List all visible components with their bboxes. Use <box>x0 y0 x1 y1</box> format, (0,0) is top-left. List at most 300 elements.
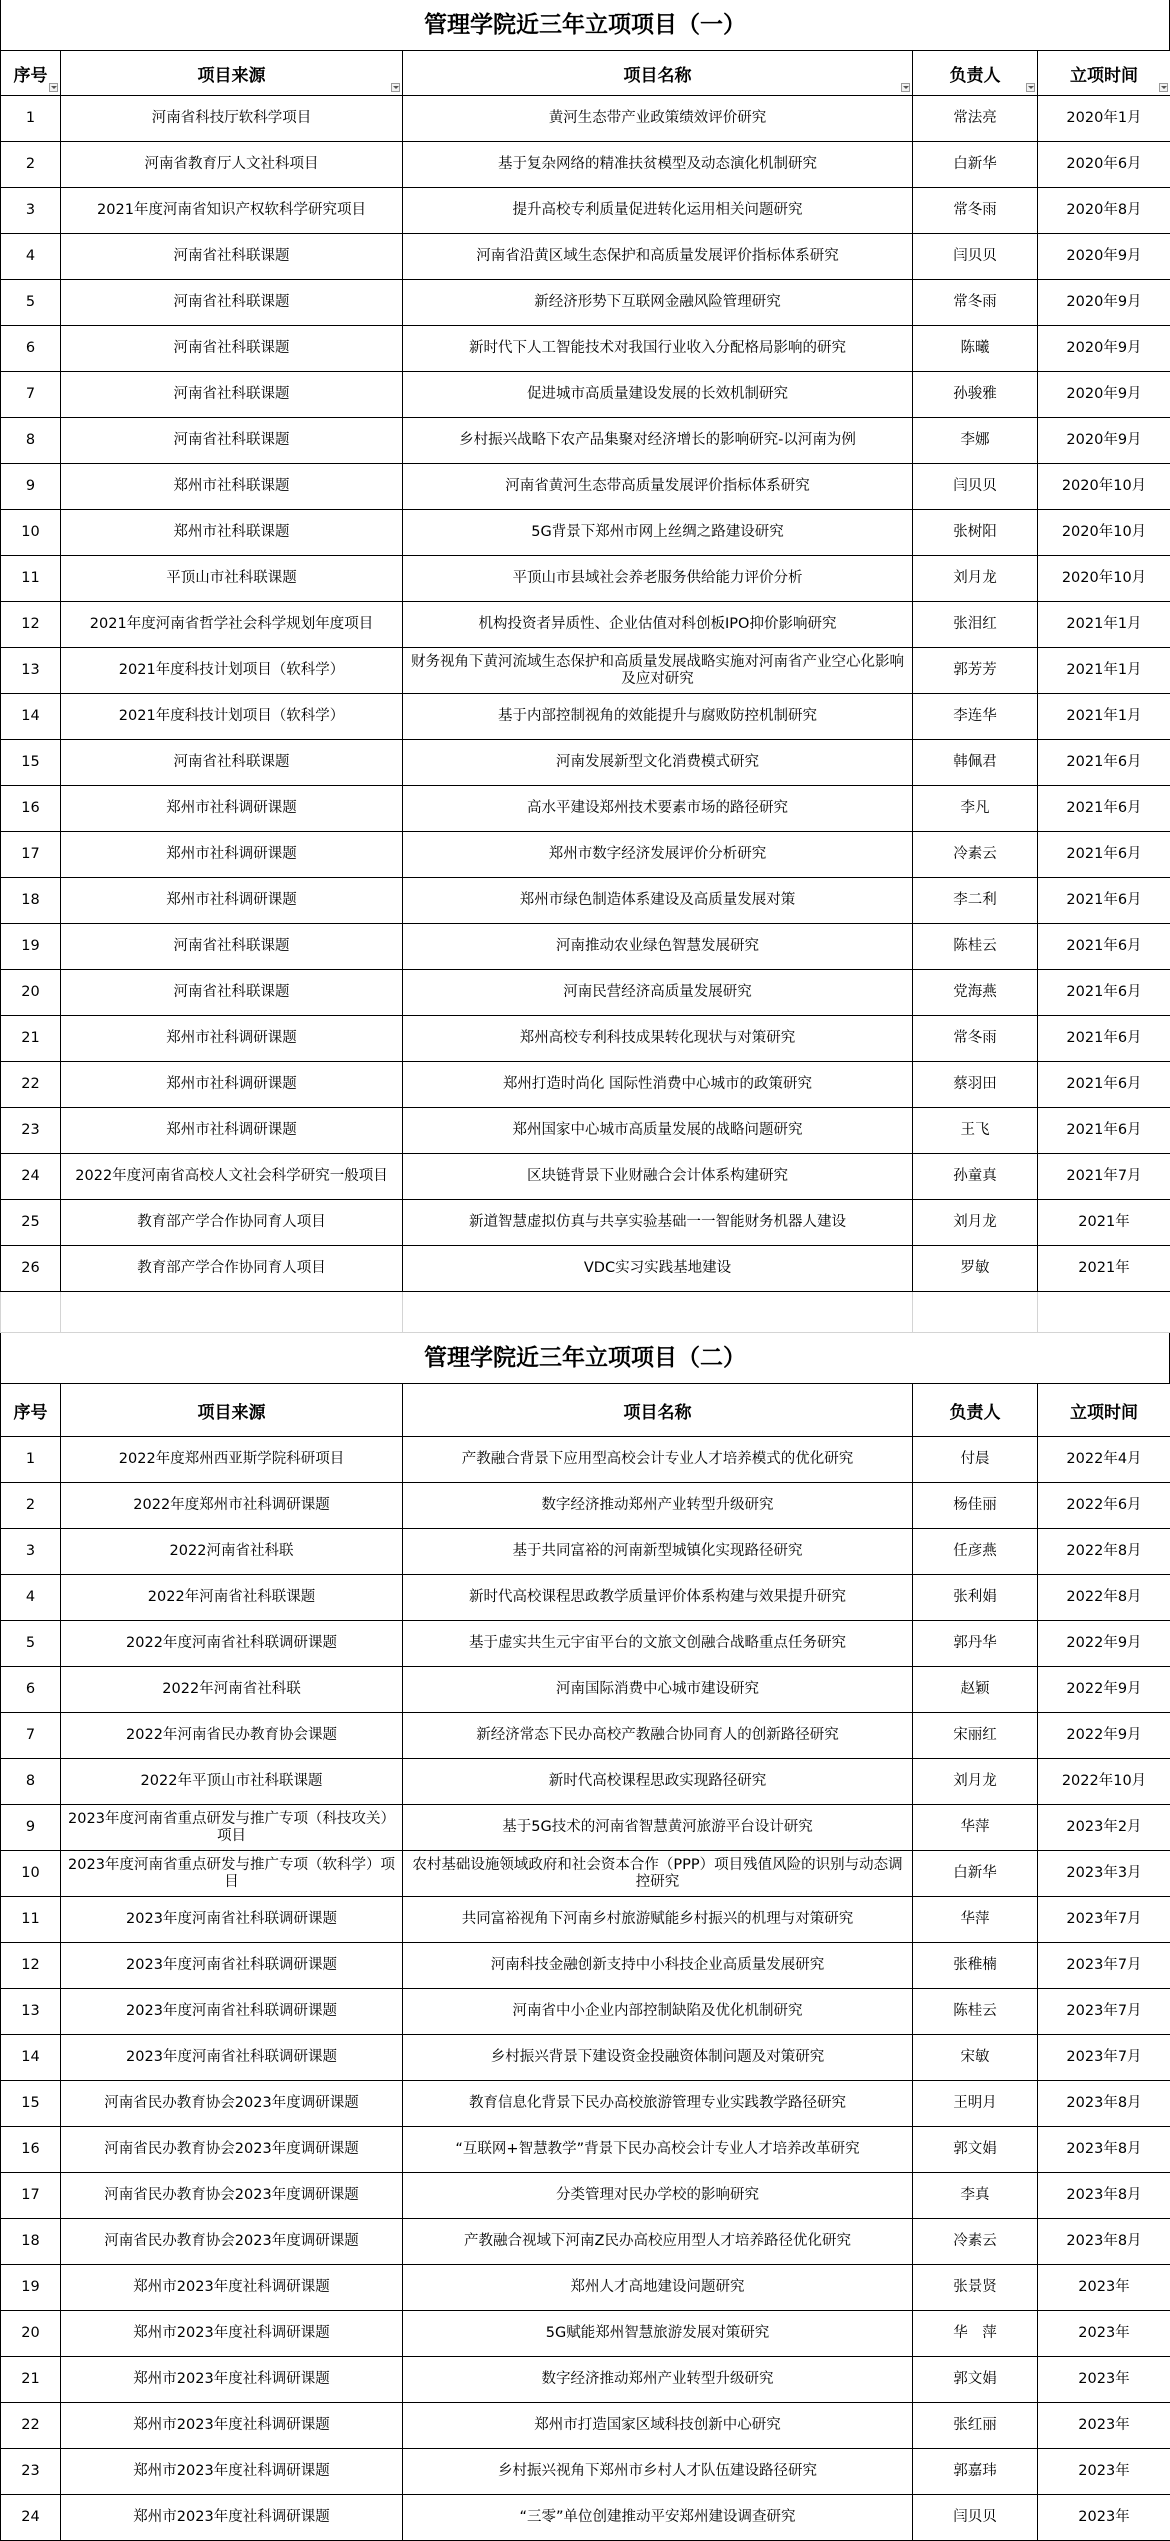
cell-date[interactable]: 2021年6月 <box>1038 1016 1170 1062</box>
table-row <box>1 1667 1170 1713</box>
cell-index[interactable]: 5 <box>1 1621 61 1667</box>
col-header-index: 序号 <box>1 1384 61 1437</box>
table-row <box>1 740 1170 786</box>
filter-dropdown-icon[interactable] <box>391 83 400 92</box>
cell-source[interactable]: 郑州市社科调研课题 <box>61 878 403 924</box>
empty-cell[interactable] <box>913 1292 1038 1333</box>
cell-date[interactable]: 2023年 <box>1038 2449 1170 2495</box>
cell-index[interactable]: 17 <box>1 2173 61 2219</box>
cell-index[interactable]: 3 <box>1 188 61 234</box>
cell-index[interactable]: 15 <box>1 740 61 786</box>
cell-index[interactable]: 17 <box>1 832 61 878</box>
cell-date[interactable]: 2021年7月 <box>1038 1154 1170 1200</box>
cell-source[interactable]: 2022年度郑州西亚斯学院科研项目 <box>61 1437 403 1483</box>
cell-project-name[interactable]: 河南国际消费中心城市建设研究 <box>403 1667 913 1713</box>
table-row <box>1 1759 1170 1805</box>
cell-source[interactable]: 河南省民办教育协会2023年度调研课题 <box>61 2219 403 2265</box>
cell-leader[interactable]: 华 萍 <box>913 2311 1038 2357</box>
cell-source[interactable]: 河南省社科联课题 <box>61 924 403 970</box>
cell-source[interactable]: 2022年河南省社科联课题 <box>61 1575 403 1621</box>
cell-leader[interactable]: 闫贝贝 <box>913 234 1038 280</box>
cell-source[interactable]: 平顶山市社科联课题 <box>61 556 403 602</box>
cell-index[interactable]: 7 <box>1 1713 61 1759</box>
cell-source[interactable]: 郑州市2023年度社科调研课题 <box>61 2403 403 2449</box>
cell-project-name[interactable]: 分类管理对民办学校的影响研究 <box>403 2173 913 2219</box>
cell-source[interactable]: 河南省民办教育协会2023年度调研课题 <box>61 2173 403 2219</box>
empty-cell[interactable] <box>61 1292 403 1333</box>
cell-leader[interactable]: 韩佩君 <box>913 740 1038 786</box>
cell-date[interactable]: 2021年1月 <box>1038 694 1170 740</box>
cell-date[interactable]: 2023年8月 <box>1038 2219 1170 2265</box>
cell-source[interactable]: 2023年度河南省社科联调研课题 <box>61 1897 403 1943</box>
cell-index[interactable]: 15 <box>1 2081 61 2127</box>
cell-leader[interactable]: 刘月龙 <box>913 1200 1038 1246</box>
cell-project-name[interactable]: 河南科技金融创新支持中小科技企业高质量发展研究 <box>403 1943 913 1989</box>
cell-leader[interactable]: 李凡 <box>913 786 1038 832</box>
cell-date[interactable]: 2021年6月 <box>1038 1062 1170 1108</box>
cell-date[interactable]: 2021年 <box>1038 1200 1170 1246</box>
cell-project-name[interactable]: 数字经济推动郑州产业转型升级研究 <box>403 1483 913 1529</box>
cell-leader[interactable]: 张稚楠 <box>913 1943 1038 1989</box>
cell-index[interactable]: 18 <box>1 878 61 924</box>
cell-index[interactable]: 1 <box>1 1437 61 1483</box>
cell-project-name[interactable]: 促进城市高质量建设发展的长效机制研究 <box>403 372 913 418</box>
cell-leader[interactable]: 罗敏 <box>913 1246 1038 1292</box>
table-row <box>1 1246 1170 1292</box>
cell-project-name[interactable]: 河南省黄河生态带高质量发展评价指标体系研究 <box>403 464 913 510</box>
cell-source[interactable]: 河南省社科联课题 <box>61 970 403 1016</box>
cell-date[interactable]: 2022年10月 <box>1038 1759 1170 1805</box>
cell-leader[interactable]: 宋敏 <box>913 2035 1038 2081</box>
cell-index[interactable]: 10 <box>1 1851 61 1897</box>
cell-index[interactable]: 8 <box>1 418 61 464</box>
cell-project-name[interactable]: 河南推动农业绿色智慧发展研究 <box>403 924 913 970</box>
cell-source[interactable]: 2023年度河南省重点研发与推广专项（软科学）项目 <box>61 1851 403 1897</box>
cell-index[interactable]: 19 <box>1 2265 61 2311</box>
cell-leader[interactable]: 常法亮 <box>913 96 1038 142</box>
cell-project-name[interactable]: 平顶山市县域社会养老服务供给能力评价分析 <box>403 556 913 602</box>
cell-leader[interactable]: 张景贤 <box>913 2265 1038 2311</box>
cell-date[interactable]: 2021年6月 <box>1038 1108 1170 1154</box>
cell-leader[interactable]: 李娜 <box>913 418 1038 464</box>
cell-index[interactable]: 24 <box>1 1154 61 1200</box>
cell-project-name[interactable]: 河南省沿黄区域生态保护和高质量发展评价指标体系研究 <box>403 234 913 280</box>
cell-source[interactable]: 河南省社科联课题 <box>61 280 403 326</box>
cell-source[interactable]: 郑州市2023年度社科调研课题 <box>61 2265 403 2311</box>
cell-date[interactable]: 2022年9月 <box>1038 1667 1170 1713</box>
cell-index[interactable]: 6 <box>1 1667 61 1713</box>
cell-index[interactable]: 4 <box>1 234 61 280</box>
table-row <box>1 1108 1170 1154</box>
cell-source[interactable]: 2021年度科技计划项目（软科学） <box>61 694 403 740</box>
cell-leader[interactable]: 付晨 <box>913 1437 1038 1483</box>
filter-dropdown-icon[interactable] <box>49 83 58 92</box>
cell-project-name[interactable]: 产教融合背景下应用型高校会计专业人才培养模式的优化研究 <box>403 1437 913 1483</box>
cell-index[interactable]: 24 <box>1 2495 61 2541</box>
cell-source[interactable]: 2021年度科技计划项目（软科学） <box>61 648 403 694</box>
cell-leader[interactable]: 赵颖 <box>913 1667 1038 1713</box>
cell-source[interactable]: 2023年度河南省重点研发与推广专项（科技攻关）项目 <box>61 1805 403 1851</box>
cell-index[interactable]: 2 <box>1 142 61 188</box>
cell-index[interactable]: 26 <box>1 1246 61 1292</box>
cell-index[interactable]: 16 <box>1 786 61 832</box>
cell-source[interactable]: 河南省社科联课题 <box>61 740 403 786</box>
cell-date[interactable]: 2023年 <box>1038 2403 1170 2449</box>
table-row <box>1 2265 1170 2311</box>
cell-leader[interactable]: 张泪红 <box>913 602 1038 648</box>
cell-date[interactable]: 2021年6月 <box>1038 740 1170 786</box>
cell-leader[interactable]: 郭嘉玮 <box>913 2449 1038 2495</box>
cell-project-name[interactable]: 乡村振兴背景下建设资金投融资体制问题及对策研究 <box>403 2035 913 2081</box>
cell-date[interactable]: 2020年10月 <box>1038 510 1170 556</box>
cell-source[interactable]: 郑州市社科调研课题 <box>61 832 403 878</box>
table2-body <box>1 1437 1170 2541</box>
cell-leader[interactable]: 华萍 <box>913 1897 1038 1943</box>
cell-project-name[interactable]: 产教融合视域下河南Z民办高校应用型人才培养路径优化研究 <box>403 2219 913 2265</box>
cell-date[interactable]: 2020年9月 <box>1038 234 1170 280</box>
table1 <box>0 50 1170 1333</box>
cell-source[interactable]: 2022年度河南省社科联调研课题 <box>61 1621 403 1667</box>
cell-leader[interactable]: 刘月龙 <box>913 556 1038 602</box>
col-header-leader: 负责人 <box>913 1384 1038 1437</box>
cell-project-name[interactable]: 新时代高校课程思政实现路径研究 <box>403 1759 913 1805</box>
cell-index[interactable]: 10 <box>1 510 61 556</box>
cell-index[interactable]: 21 <box>1 2357 61 2403</box>
cell-index[interactable]: 25 <box>1 1200 61 1246</box>
cell-leader[interactable]: 华萍 <box>913 1805 1038 1851</box>
cell-project-name[interactable]: 郑州国家中心城市高质量发展的战略问题研究 <box>403 1108 913 1154</box>
cell-project-name[interactable]: 乡村振兴视角下郑州市乡村人才队伍建设路径研究 <box>403 2449 913 2495</box>
cell-date[interactable]: 2020年8月 <box>1038 188 1170 234</box>
table-row <box>1 786 1170 832</box>
cell-source[interactable]: 2022年度郑州市社科调研课题 <box>61 1483 403 1529</box>
cell-index[interactable]: 11 <box>1 1897 61 1943</box>
cell-source[interactable]: 教育部产学合作协同育人项目 <box>61 1200 403 1246</box>
cell-date[interactable]: 2020年9月 <box>1038 372 1170 418</box>
cell-project-name[interactable]: 数字经济推动郑州产业转型升级研究 <box>403 2357 913 2403</box>
cell-source[interactable]: 教育部产学合作协同育人项目 <box>61 1246 403 1292</box>
cell-index[interactable]: 12 <box>1 602 61 648</box>
cell-project-name[interactable]: 5G赋能郑州智慧旅游发展对策研究 <box>403 2311 913 2357</box>
cell-leader[interactable]: 张红丽 <box>913 2403 1038 2449</box>
cell-project-name[interactable]: 提升高校专利质量促进转化运用相关问题研究 <box>403 188 913 234</box>
cell-project-name[interactable]: 新时代下人工智能技术对我国行业收入分配格局影响的研究 <box>403 326 913 372</box>
cell-project-name[interactable]: 教育信息化背景下民办高校旅游管理专业实践教学路径研究 <box>403 2081 913 2127</box>
table-row <box>1 1483 1170 1529</box>
filter-dropdown-icon[interactable] <box>901 83 910 92</box>
cell-leader[interactable]: 郭文娟 <box>913 2127 1038 2173</box>
cell-leader[interactable]: 常冬雨 <box>913 280 1038 326</box>
table-row <box>1 2081 1170 2127</box>
cell-date[interactable]: 2020年6月 <box>1038 142 1170 188</box>
table-row <box>1 694 1170 740</box>
empty-cell[interactable] <box>1038 1292 1170 1333</box>
table1-body <box>1 96 1170 1333</box>
table-row <box>1 1016 1170 1062</box>
cell-index[interactable]: 9 <box>1 464 61 510</box>
col-header-source: 项目来源 <box>61 1384 403 1437</box>
cell-index[interactable]: 6 <box>1 326 61 372</box>
cell-date[interactable]: 2020年1月 <box>1038 96 1170 142</box>
cell-project-name[interactable]: 5G背景下郑州市网上丝绸之路建设研究 <box>403 510 913 556</box>
cell-leader[interactable]: 李连华 <box>913 694 1038 740</box>
cell-index[interactable]: 1 <box>1 96 61 142</box>
cell-source[interactable]: 河南省社科联课题 <box>61 372 403 418</box>
cell-date[interactable]: 2021年1月 <box>1038 602 1170 648</box>
cell-project-name[interactable]: 河南民营经济高质量发展研究 <box>403 970 913 1016</box>
cell-source[interactable]: 河南省社科联课题 <box>61 234 403 280</box>
cell-source[interactable]: 河南省社科联课题 <box>61 418 403 464</box>
cell-project-name[interactable]: 新经济形势下互联网金融风险管理研究 <box>403 280 913 326</box>
cell-source[interactable]: 河南省民办教育协会2023年度调研课题 <box>61 2081 403 2127</box>
cell-leader[interactable]: 李二利 <box>913 878 1038 924</box>
cell-leader[interactable]: 任彦燕 <box>913 1529 1038 1575</box>
cell-index[interactable]: 7 <box>1 372 61 418</box>
cell-index[interactable]: 14 <box>1 694 61 740</box>
cell-project-name[interactable]: “互联网+智慧教学”背景下民办高校会计专业人才培养改革研究 <box>403 2127 913 2173</box>
cell-source[interactable]: 郑州市社科调研课题 <box>61 786 403 832</box>
cell-date[interactable]: 2023年8月 <box>1038 2173 1170 2219</box>
cell-leader[interactable]: 刘月龙 <box>913 1759 1038 1805</box>
cell-index[interactable]: 20 <box>1 970 61 1016</box>
table-row <box>1 96 1170 142</box>
cell-source[interactable]: 2022年平顶山市社科联课题 <box>61 1759 403 1805</box>
cell-source[interactable]: 2022河南省社科联 <box>61 1529 403 1575</box>
cell-index[interactable]: 21 <box>1 1016 61 1062</box>
col-header-index: 序号 <box>1 51 61 96</box>
cell-project-name[interactable]: 郑州市数字经济发展评价分析研究 <box>403 832 913 878</box>
cell-project-name[interactable]: 财务视角下黄河流域生态保护和高质量发展战略实施对河南省产业空心化影响及应对研究 <box>403 648 913 694</box>
table-row <box>1 648 1170 694</box>
cell-date[interactable]: 2023年 <box>1038 2311 1170 2357</box>
cell-source[interactable]: 2022年度河南省高校人文社会科学研究一般项目 <box>61 1154 403 1200</box>
cell-leader[interactable]: 闫贝贝 <box>913 2495 1038 2541</box>
cell-project-name[interactable]: 高水平建设郑州技术要素市场的路径研究 <box>403 786 913 832</box>
cell-leader[interactable]: 郭文娟 <box>913 2357 1038 2403</box>
cell-date[interactable]: 2021年 <box>1038 1246 1170 1292</box>
table-row <box>1 142 1170 188</box>
cell-project-name[interactable]: 郑州人才高地建设问题研究 <box>403 2265 913 2311</box>
cell-date[interactable]: 2020年10月 <box>1038 556 1170 602</box>
cell-project-name[interactable]: 区块链背景下业财融合会计体系构建研究 <box>403 1154 913 1200</box>
cell-leader[interactable]: 党海燕 <box>913 970 1038 1016</box>
cell-source[interactable]: 郑州市社科调研课题 <box>61 1062 403 1108</box>
cell-date[interactable]: 2023年2月 <box>1038 1805 1170 1851</box>
cell-leader[interactable]: 孙骏雅 <box>913 372 1038 418</box>
cell-project-name[interactable]: 河南省中小企业内部控制缺陷及优化机制研究 <box>403 1989 913 2035</box>
cell-leader[interactable]: 蔡羽田 <box>913 1062 1038 1108</box>
table2-title: 管理学院近三年立项项目（二） <box>0 1333 1170 1383</box>
table-row <box>1 1897 1170 1943</box>
table-row <box>1 878 1170 924</box>
cell-source[interactable]: 河南省民办教育协会2023年度调研课题 <box>61 2127 403 2173</box>
cell-index[interactable]: 12 <box>1 1943 61 1989</box>
cell-index[interactable]: 11 <box>1 556 61 602</box>
cell-source[interactable]: 2023年度河南省社科联调研课题 <box>61 1989 403 2035</box>
cell-index[interactable]: 19 <box>1 924 61 970</box>
cell-leader[interactable]: 陈桂云 <box>913 1989 1038 2035</box>
cell-project-name[interactable]: 基于内部控制视角的效能提升与腐败防控机制研究 <box>403 694 913 740</box>
cell-source[interactable]: 2023年度河南省社科联调研课题 <box>61 1943 403 1989</box>
cell-leader[interactable]: 白新华 <box>913 142 1038 188</box>
table-row <box>1 602 1170 648</box>
cell-leader[interactable]: 冷素云 <box>913 2219 1038 2265</box>
empty-cell[interactable] <box>1 1292 61 1333</box>
cell-index[interactable]: 13 <box>1 1989 61 2035</box>
table-row <box>1 1713 1170 1759</box>
table-row <box>1 832 1170 878</box>
cell-date[interactable]: 2021年6月 <box>1038 924 1170 970</box>
cell-date[interactable]: 2023年8月 <box>1038 2081 1170 2127</box>
cell-date[interactable]: 2021年6月 <box>1038 970 1170 1016</box>
cell-source[interactable]: 郑州市2023年度社科调研课题 <box>61 2357 403 2403</box>
cell-date[interactable]: 2023年7月 <box>1038 1989 1170 2035</box>
cell-leader[interactable]: 郭芳芳 <box>913 648 1038 694</box>
cell-date[interactable]: 2023年3月 <box>1038 1851 1170 1897</box>
cell-index[interactable]: 3 <box>1 1529 61 1575</box>
cell-date[interactable]: 2020年9月 <box>1038 326 1170 372</box>
cell-leader[interactable]: 常冬雨 <box>913 188 1038 234</box>
cell-date[interactable]: 2021年1月 <box>1038 648 1170 694</box>
cell-source[interactable]: 郑州市2023年度社科调研课题 <box>61 2495 403 2541</box>
table-row <box>1 372 1170 418</box>
cell-date[interactable]: 2023年7月 <box>1038 1943 1170 1989</box>
cell-source[interactable]: 河南省科技厅软科学项目 <box>61 96 403 142</box>
cell-source[interactable]: 2021年度河南省知识产权软科学研究项目 <box>61 188 403 234</box>
cell-date[interactable]: 2020年10月 <box>1038 464 1170 510</box>
cell-index[interactable]: 4 <box>1 1575 61 1621</box>
cell-index[interactable]: 23 <box>1 1108 61 1154</box>
cell-date[interactable]: 2022年4月 <box>1038 1437 1170 1483</box>
cell-index[interactable]: 9 <box>1 1805 61 1851</box>
cell-date[interactable]: 2023年 <box>1038 2495 1170 2541</box>
cell-source[interactable]: 河南省社科联课题 <box>61 326 403 372</box>
cell-leader[interactable]: 杨佳丽 <box>913 1483 1038 1529</box>
cell-date[interactable]: 2022年9月 <box>1038 1621 1170 1667</box>
cell-project-name[interactable]: VDC实习实践基地建设 <box>403 1246 913 1292</box>
cell-project-name[interactable]: 共同富裕视角下河南乡村旅游赋能乡村振兴的机理与对策研究 <box>403 1897 913 1943</box>
cell-leader[interactable]: 王明月 <box>913 2081 1038 2127</box>
cell-date[interactable]: 2023年7月 <box>1038 2035 1170 2081</box>
cell-leader[interactable]: 冷素云 <box>913 832 1038 878</box>
table2-header-row <box>1 1384 1170 1437</box>
table-row <box>1 1154 1170 1200</box>
cell-project-name[interactable]: 基于共同富裕的河南新型城镇化实现路径研究 <box>403 1529 913 1575</box>
cell-source[interactable]: 2022年河南省社科联 <box>61 1667 403 1713</box>
cell-date[interactable]: 2023年 <box>1038 2357 1170 2403</box>
cell-source[interactable]: 郑州市社科联课题 <box>61 464 403 510</box>
cell-leader[interactable]: 王飞 <box>913 1108 1038 1154</box>
cell-index[interactable]: 5 <box>1 280 61 326</box>
cell-date[interactable]: 2021年6月 <box>1038 786 1170 832</box>
cell-date[interactable]: 2020年9月 <box>1038 280 1170 326</box>
cell-project-name[interactable]: “三零”单位创建推动平安郑州建设调查研究 <box>403 2495 913 2541</box>
cell-project-name[interactable]: 乡村振兴战略下农产品集聚对经济增长的影响研究-以河南为例 <box>403 418 913 464</box>
cell-leader[interactable]: 闫贝贝 <box>913 464 1038 510</box>
cell-leader[interactable]: 李真 <box>913 2173 1038 2219</box>
filter-dropdown-icon[interactable] <box>1026 83 1035 92</box>
cell-project-name[interactable]: 基于虚实共生元宇宙平台的文旅文创融合战略重点任务研究 <box>403 1621 913 1667</box>
cell-leader[interactable]: 陈桂云 <box>913 924 1038 970</box>
cell-index[interactable]: 16 <box>1 2127 61 2173</box>
cell-date[interactable]: 2023年 <box>1038 2265 1170 2311</box>
cell-date[interactable]: 2022年8月 <box>1038 1575 1170 1621</box>
cell-project-name[interactable]: 黄河生态带产业政策绩效评价研究 <box>403 96 913 142</box>
cell-date[interactable]: 2022年6月 <box>1038 1483 1170 1529</box>
cell-project-name[interactable]: 基于5G技术的河南省智慧黄河旅游平台设计研究 <box>403 1805 913 1851</box>
cell-source[interactable]: 郑州市社科联课题 <box>61 510 403 556</box>
cell-source[interactable]: 2021年度河南省哲学社会科学规划年度项目 <box>61 602 403 648</box>
cell-source[interactable]: 郑州市2023年度社科调研课题 <box>61 2311 403 2357</box>
cell-date[interactable]: 2023年7月 <box>1038 1897 1170 1943</box>
cell-leader[interactable]: 宋丽红 <box>913 1713 1038 1759</box>
cell-leader[interactable]: 白新华 <box>913 1851 1038 1897</box>
cell-date[interactable]: 2020年9月 <box>1038 418 1170 464</box>
empty-cell[interactable] <box>403 1292 913 1333</box>
cell-index[interactable]: 23 <box>1 2449 61 2495</box>
cell-index[interactable]: 14 <box>1 2035 61 2081</box>
cell-index[interactable]: 20 <box>1 2311 61 2357</box>
cell-project-name[interactable]: 新时代高校课程思政教学质量评价体系构建与效果提升研究 <box>403 1575 913 1621</box>
table-row <box>1 2173 1170 2219</box>
cell-project-name[interactable]: 郑州高校专利科技成果转化现状与对策研究 <box>403 1016 913 1062</box>
cell-project-name[interactable]: 新经济常态下民办高校产教融合协同育人的创新路径研究 <box>403 1713 913 1759</box>
cell-index[interactable]: 22 <box>1 1062 61 1108</box>
cell-index[interactable]: 22 <box>1 2403 61 2449</box>
cell-source[interactable]: 郑州市社科调研课题 <box>61 1016 403 1062</box>
cell-index[interactable]: 13 <box>1 648 61 694</box>
table-row <box>1 510 1170 556</box>
cell-project-name[interactable]: 机构投资者异质性、企业估值对科创板IPO抑价影响研究 <box>403 602 913 648</box>
cell-project-name[interactable]: 郑州打造时尚化 国际性消费中心城市的政策研究 <box>403 1062 913 1108</box>
cell-project-name[interactable]: 河南发展新型文化消费模式研究 <box>403 740 913 786</box>
cell-date[interactable]: 2022年8月 <box>1038 1529 1170 1575</box>
cell-project-name[interactable]: 农村基础设施领域政府和社会资本合作（PPP）项目残值风险的识别与动态调控研究 <box>403 1851 913 1897</box>
col-header-date: 立项时间 <box>1038 51 1170 96</box>
table-row <box>1 1529 1170 1575</box>
cell-leader[interactable]: 常冬雨 <box>913 1016 1038 1062</box>
table-row <box>1 2035 1170 2081</box>
cell-index[interactable]: 8 <box>1 1759 61 1805</box>
cell-leader[interactable]: 郭丹华 <box>913 1621 1038 1667</box>
table-row <box>1 970 1170 1016</box>
cell-date[interactable]: 2021年6月 <box>1038 832 1170 878</box>
cell-source[interactable]: 2022年河南省民办教育协会课题 <box>61 1713 403 1759</box>
cell-leader[interactable]: 张利娟 <box>913 1575 1038 1621</box>
cell-leader[interactable]: 张树阳 <box>913 510 1038 556</box>
cell-index[interactable]: 2 <box>1 1483 61 1529</box>
cell-leader[interactable]: 陈曦 <box>913 326 1038 372</box>
cell-source[interactable]: 河南省教育厅人文社科项目 <box>61 142 403 188</box>
cell-index[interactable]: 18 <box>1 2219 61 2265</box>
cell-date[interactable]: 2022年9月 <box>1038 1713 1170 1759</box>
cell-project-name[interactable]: 郑州市打造国家区域科技创新中心研究 <box>403 2403 913 2449</box>
cell-source[interactable]: 郑州市2023年度社科调研课题 <box>61 2449 403 2495</box>
cell-date[interactable]: 2021年6月 <box>1038 878 1170 924</box>
filter-dropdown-icon[interactable] <box>1159 83 1168 92</box>
cell-source[interactable]: 2023年度河南省社科联调研课题 <box>61 2035 403 2081</box>
table-row <box>1 2311 1170 2357</box>
cell-project-name[interactable]: 新道智慧虚拟仿真与共享实验基础一一智能财务机器人建设 <box>403 1200 913 1246</box>
cell-leader[interactable]: 孙童真 <box>913 1154 1038 1200</box>
col-header-project-name: 项目名称 <box>403 51 913 96</box>
cell-project-name[interactable]: 郑州市绿色制造体系建设及高质量发展对策 <box>403 878 913 924</box>
cell-date[interactable]: 2023年8月 <box>1038 2127 1170 2173</box>
table-row <box>1 188 1170 234</box>
cell-source[interactable]: 郑州市社科调研课题 <box>61 1108 403 1154</box>
table-row <box>1 2449 1170 2495</box>
cell-project-name[interactable]: 基于复杂网络的精准扶贫模型及动态演化机制研究 <box>403 142 913 188</box>
